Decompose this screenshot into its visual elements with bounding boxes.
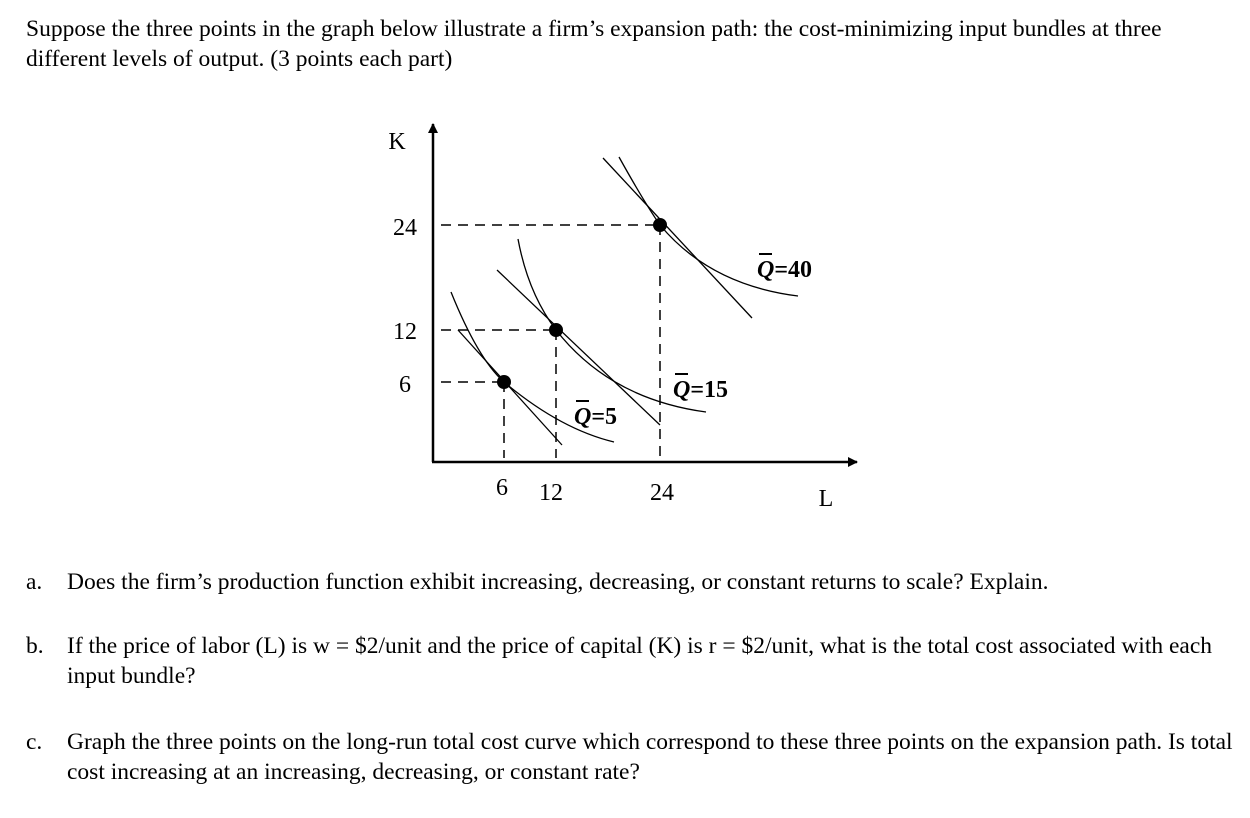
q-symbol: Q — [574, 404, 592, 430]
isocost-line-q40 — [603, 158, 752, 318]
isoquant-label-q40 — [757, 254, 812, 283]
q-value: =15 — [690, 377, 729, 403]
y-tick-label: 24 — [393, 215, 417, 241]
problem-intro: Suppose the three points in the graph below illustrate a firm’s expansion path: the cost-minimizing input bundles at three different levels of output. (3 points each part) — [26, 16, 1162, 72]
svg-text:Q=40 — [757, 257, 812, 283]
question-text: Does the firm’s production function exhibit increasing, decreasing, or constant returns to scale? Explain. — [67, 569, 1049, 595]
y-axis-label: K — [388, 129, 406, 155]
svg-text:Q=5 — [574, 404, 617, 430]
isoquant-label-q15 — [673, 374, 728, 403]
question-a — [26, 567, 1236, 597]
question-letter: c. — [26, 729, 43, 755]
svg-text:Q=15 — [673, 377, 728, 403]
question-letter: a. — [26, 569, 43, 595]
bundle-point-q15 — [549, 323, 563, 337]
q-value: =40 — [774, 257, 813, 283]
question-letter: b. — [26, 633, 44, 659]
isoquant-label-q5 — [574, 401, 617, 430]
x-tick-label: 6 — [496, 475, 508, 501]
x-tick-label: 24 — [650, 480, 674, 506]
q-symbol: Q — [757, 257, 775, 283]
question-text: Graph the three points on the long-run total cost curve which correspond to these three points on the expansion path. Is total cost increasing at an increasing, decreasing, or constant rate? — [67, 729, 1233, 785]
x-tick-label: 12 — [539, 480, 563, 506]
y-tick-label: 12 — [393, 319, 417, 345]
bundle-point-q40 — [653, 218, 667, 232]
question-b — [26, 631, 1236, 691]
x-axis-label: L — [818, 486, 834, 512]
q-value: =5 — [591, 404, 618, 430]
q-symbol: Q — [673, 377, 691, 403]
y-tick-label: 6 — [399, 372, 411, 398]
question-c — [26, 727, 1236, 787]
question-text: If the price of labor (L) is w = $2/unit and the price of capital (K) is r = $2/unit, what is the total cost associated with each input bundle? — [67, 633, 1213, 689]
bundle-point-q5 — [497, 375, 511, 389]
